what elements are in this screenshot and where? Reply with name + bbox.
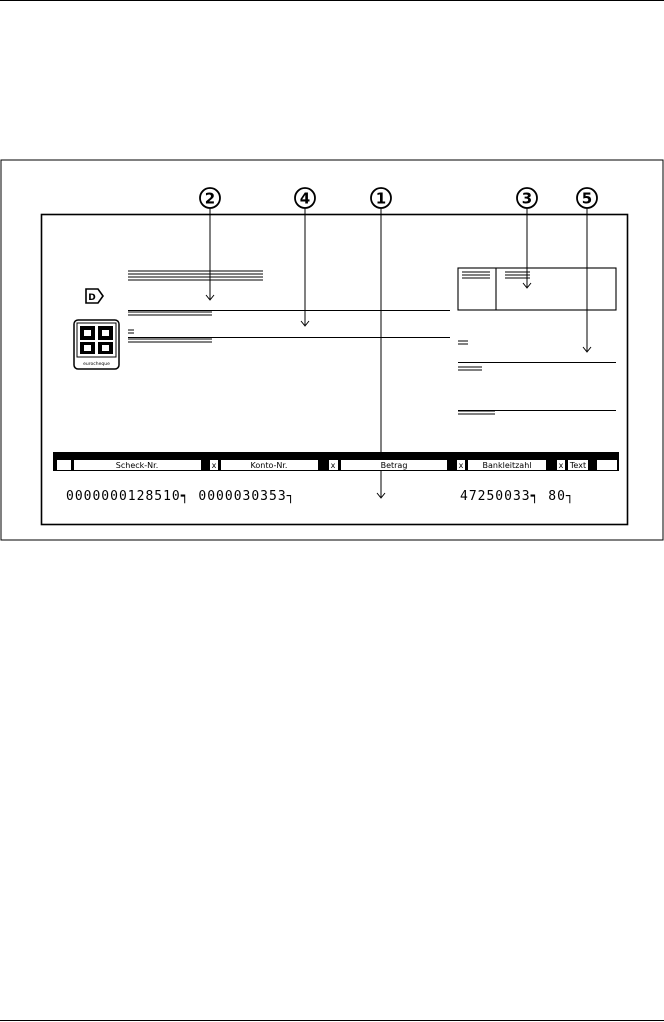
callout-4 bbox=[295, 188, 315, 208]
strip-cheque-no: Scheck-Nr. bbox=[115, 461, 159, 470]
codeline-right: 47250033┑ 80┐ bbox=[460, 489, 575, 504]
strip-x-1: x bbox=[211, 461, 217, 470]
amount-box bbox=[458, 268, 616, 310]
callout-2-label: 2 bbox=[204, 189, 216, 208]
payee-label-lines bbox=[128, 312, 212, 315]
callout-1 bbox=[371, 188, 391, 208]
callout-3 bbox=[517, 188, 537, 208]
strip-x-4: x bbox=[558, 461, 564, 470]
callout-3-label: 3 bbox=[521, 189, 533, 208]
callout-5-label: 5 bbox=[581, 189, 593, 208]
signature-label-lines bbox=[458, 367, 495, 414]
callout-4-label: 4 bbox=[299, 189, 311, 208]
strip-x-3: x bbox=[458, 461, 464, 470]
strip-account-no: Konto-Nr. bbox=[250, 461, 288, 470]
strip-amount: Betrag bbox=[380, 461, 408, 470]
logo-text: eurocheque bbox=[83, 362, 110, 367]
country-badge bbox=[86, 289, 103, 303]
callout-2 bbox=[200, 188, 220, 208]
code-strip bbox=[53, 459, 619, 471]
bank-name-lines bbox=[128, 271, 263, 280]
strip-text: Text bbox=[569, 461, 587, 470]
cheque-outline bbox=[42, 215, 628, 525]
callout-5 bbox=[577, 188, 597, 208]
page-bottom-rule bbox=[0, 1020, 664, 1021]
strip-x-2: x bbox=[330, 461, 336, 470]
callout-1-label: 1 bbox=[375, 189, 387, 208]
amount-words-label-lines bbox=[458, 341, 468, 344]
codeline-left: 0000000128510┑ 0000030353┐ bbox=[66, 489, 296, 504]
strip-bank-code: Bankleitzahl bbox=[482, 461, 532, 470]
strip-band bbox=[53, 452, 619, 459]
country-mark: D bbox=[88, 293, 96, 303]
place-date-label-lines bbox=[128, 330, 212, 342]
eurocheque-logo bbox=[74, 320, 119, 369]
